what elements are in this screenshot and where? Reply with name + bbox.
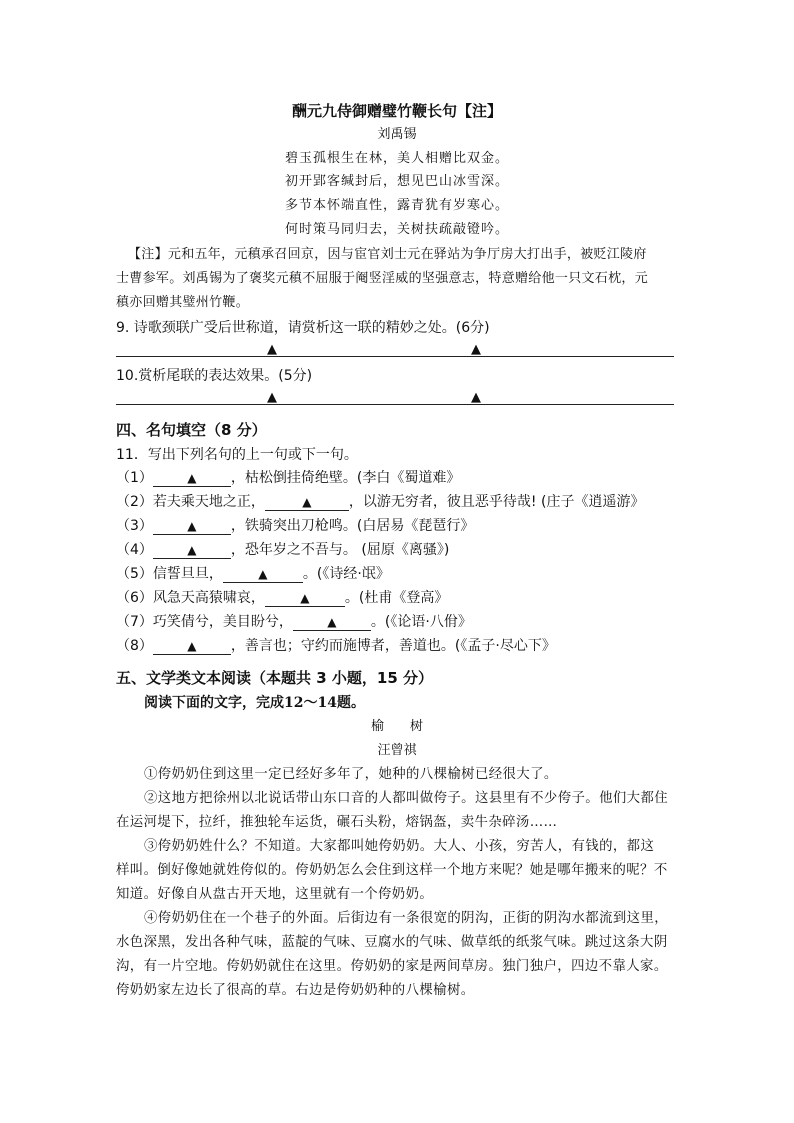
- story-line: 样叫。倒好像她就姓侉似的。侉奶奶怎么会住到这样一个地方来呢？她是哪年搬来的呢？不: [116, 863, 668, 878]
- fill-blank[interactable]: ▲: [153, 470, 231, 487]
- fill-item-6: [116, 587, 448, 609]
- story-line: ③侉奶奶姓什么？不知道。大家都叫她侉奶奶。大人、小孩，穷苦人，有钱的，都这: [144, 839, 655, 854]
- item-suffix: ，铁骑突出刀枪鸣。(白居易《琵琶行》: [230, 518, 475, 534]
- item-suffix: ，枯松倒挂倚绝壁。(李白《蜀道难》: [230, 470, 461, 486]
- poem-note: 士曹参军。刘禹锡为了褒奖元稹不屈服于阉竖淫威的坚强意志，特意赠给他一只文石枕，元: [116, 271, 649, 286]
- answer-line-9[interactable]: [116, 356, 674, 357]
- poem-line: 碧玉孤根生在林，美人相赠比双金。: [284, 151, 509, 166]
- fill-item-1: [116, 467, 460, 489]
- story-line: 在运河堤下，拉纤，推独轮车运货，碾石头粉，熔锅盔，卖牛杂碎汤……: [116, 815, 558, 830]
- story-line: 知道。好像自从盘古开天地，这里就有一个侉奶奶。: [116, 887, 434, 902]
- fill-item-5: [116, 563, 390, 585]
- item-number: （2）: [116, 494, 153, 510]
- item-suffix: ，以游无穷者，彼且恶乎待哉! (庄子《逍遥游》: [348, 494, 645, 510]
- section-4-instruction: 11．写出下列名句的上一句或下一句。: [116, 447, 358, 463]
- item-prefix: 信誓旦旦，: [152, 566, 223, 582]
- story-line: ④侉奶奶住在一个巷子的外面。后街边有一条很宽的阴沟，正街的阴沟水都流到这里，: [144, 911, 669, 926]
- section-4-heading: 四、名句填空（8 分）: [116, 421, 267, 439]
- answer-marker: ▲: [267, 342, 277, 357]
- item-number: （4）: [116, 542, 153, 558]
- item-number: （8）: [116, 638, 153, 654]
- fill-blank[interactable]: ▲: [293, 614, 371, 631]
- item-suffix: 。(《诗经·氓》: [302, 566, 390, 582]
- item-number: （5）: [116, 566, 153, 582]
- section-5-instruction: 阅读下面的文字，完成12～14题。: [144, 695, 365, 711]
- item-prefix: 巧笑倩兮，美目盼兮，: [152, 614, 293, 630]
- fill-blank[interactable]: ▲: [265, 590, 345, 607]
- answer-marker: ▲: [471, 342, 481, 357]
- fill-blank[interactable]: ▲: [223, 566, 303, 583]
- story-line: 侉奶奶家左边长了很高的草。右边是侉奶奶种的八棵榆树。: [116, 983, 475, 998]
- item-number: （3）: [116, 518, 153, 534]
- poem-line: 何时策马同归去，关树扶疏敲镫吟。: [284, 222, 509, 237]
- fill-item-8: [116, 635, 556, 657]
- fill-item-2: [116, 491, 644, 513]
- fill-blank[interactable]: ▲: [153, 638, 231, 655]
- poem-author: 刘禹锡: [377, 127, 417, 142]
- story-line: ①侉奶奶住到这里一定已经好多年了，她种的八棵榆树已经很大了。: [144, 767, 558, 782]
- item-number: （6）: [116, 590, 153, 606]
- fill-item-3: [116, 515, 474, 537]
- poem-title: 酬元九侍御赠璧竹鞭长句【注】: [291, 102, 502, 120]
- story-line: 沟，有一片空地。侉奶奶就住在这里。侉奶奶的家是两间草房。独门独户，四边不靠人家。: [116, 959, 668, 974]
- answer-line-10[interactable]: [116, 404, 674, 405]
- fill-blank[interactable]: ▲: [265, 494, 349, 511]
- story-line: 水色深黑，发出各种气味，蓝靛的气味、豆腐水的气味、做草纸的纸浆气味。跳过这条大阴: [116, 935, 668, 950]
- item-suffix: 。(《论语·八佾》: [370, 614, 472, 630]
- section-5-heading: 五、文学类文本阅读（本题共 3 小题，15 分）: [116, 669, 433, 687]
- story-title: 榆 树: [370, 719, 423, 734]
- answer-marker: ▲: [267, 390, 277, 405]
- story-author: 汪曾祺: [377, 743, 417, 758]
- fill-item-7: [116, 611, 472, 633]
- item-suffix: 。(杜甫《登高》: [344, 590, 449, 606]
- poem-note: 【注】元和五年，元稹承召回京，因与宦官刘士元在驿站为争厅房大打出手，被贬江陵府: [128, 247, 647, 262]
- item-number: （1）: [116, 470, 153, 486]
- fill-item-4: [116, 539, 449, 561]
- poem-line: 多节本怀端直性，露青犹有岁寒心。: [284, 198, 509, 213]
- answer-marker: ▲: [471, 390, 481, 405]
- poem-note: 稹亦回赠其璧州竹鞭。: [116, 295, 250, 310]
- item-number: （7）: [116, 614, 153, 630]
- story-line: ②这地方把徐州以北说话带山东口音的人都叫做侉子。这县里有不少侉子。他们大都住: [144, 791, 669, 806]
- fill-blank[interactable]: ▲: [153, 518, 231, 535]
- question-9: 9. 诗歌颈联广受后世称道，请赏析这一联的精妙之处。(6分): [116, 320, 490, 336]
- item-prefix: 若夫乘天地之正，: [152, 494, 265, 510]
- question-10: 10.赏析尾联的表达效果。(5分): [116, 368, 313, 384]
- item-prefix: 风急天高猿啸哀，: [152, 590, 265, 606]
- poem-line: 初开郢客缄封后，想见巴山冰雪深。: [284, 174, 509, 189]
- fill-blank[interactable]: ▲: [153, 542, 231, 559]
- item-suffix: ，善言也；守约而施博者，善道也。(《孟子·尽心下》: [230, 638, 556, 654]
- item-suffix: ，恐年岁之不吾与。 (屈原《离骚》): [230, 542, 450, 558]
